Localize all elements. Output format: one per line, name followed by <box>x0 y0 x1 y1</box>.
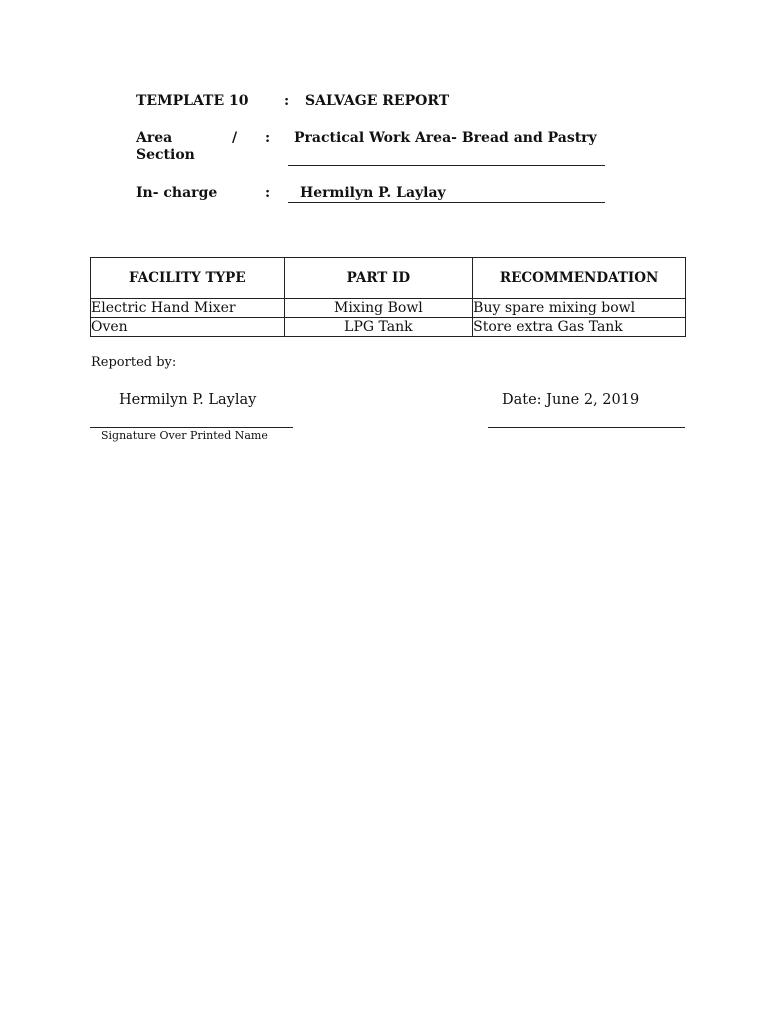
salvage-table <box>90 257 686 337</box>
area-colon: : <box>265 130 271 146</box>
report-title: SALVAGE REPORT <box>305 93 450 109</box>
incharge-value: Hermilyn P. Laylay <box>300 185 446 201</box>
incharge-value-underline <box>288 202 605 203</box>
table-row <box>91 318 686 337</box>
incharge-colon: : <box>265 185 271 201</box>
recommendation-cell: Store extra Gas Tank <box>473 318 686 337</box>
signature-line <box>90 427 293 428</box>
date-line <box>488 427 685 428</box>
area-slash: / <box>232 130 238 146</box>
table-row <box>91 299 686 318</box>
incharge-label: In- charge <box>136 185 218 201</box>
facility-type-cell: Electric Hand Mixer <box>91 299 285 318</box>
signature-caption: Signature Over Printed Name <box>101 429 268 442</box>
area-value: Practical Work Area- Bread and Pastry <box>294 130 597 146</box>
facility-type-cell: Oven <box>91 318 285 337</box>
column-header-recommendation: RECOMMENDATION <box>473 258 686 299</box>
section-label: Section <box>136 147 195 163</box>
area-label: Area <box>136 130 173 146</box>
template-colon: : <box>284 93 290 109</box>
part-id-cell: LPG Tank <box>284 318 473 337</box>
part-id-cell: Mixing Bowl <box>284 299 473 318</box>
reported-by-label: Reported by: <box>91 355 177 370</box>
area-value-underline <box>288 165 605 166</box>
reporter-name: Hermilyn P. Laylay <box>119 392 257 408</box>
column-header-part-id: PART ID <box>284 258 473 299</box>
template-label: TEMPLATE 10 <box>136 93 249 109</box>
table-header-row <box>91 258 686 299</box>
column-header-facility-type: FACILITY TYPE <box>91 258 285 299</box>
recommendation-cell: Buy spare mixing bowl <box>473 299 686 318</box>
report-date: Date: June 2, 2019 <box>502 392 640 408</box>
